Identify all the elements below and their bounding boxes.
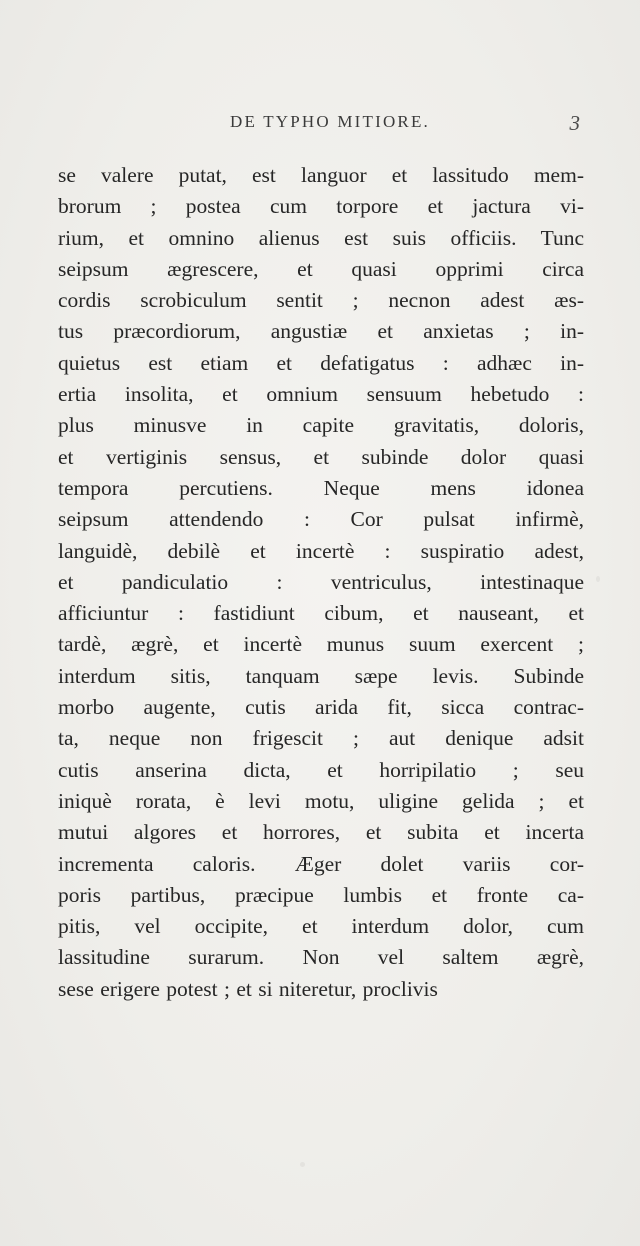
text-line: et pandiculatio : ventriculus, intestinaque xyxy=(58,569,584,594)
text-line: se valere putat, est languor et lassitudo mem- xyxy=(58,163,584,187)
text-line: seipsum attendendo : Cor pulsat infirmè, xyxy=(58,507,584,532)
text-line: lassitudine surarum. Non vel saltem ægrè, xyxy=(58,945,584,970)
text-line: pitis, vel occipite, et interdum dolor, cum xyxy=(58,914,584,939)
text-line: interdum sitis, tanquam sæpe levis. Subinde xyxy=(58,663,584,688)
text-line: poris partibus, præcipue lumbis et fronte ca- xyxy=(58,882,584,907)
text-line: tus præcordiorum, angustiæ et anxietas ; in- xyxy=(58,319,584,344)
text-line: plus minusve in capite gravitatis, doloris, xyxy=(58,413,584,438)
page-number: 3 xyxy=(569,111,580,135)
text-line: mutui algores et horrores, et subita et incerta xyxy=(58,820,584,845)
text-line: et vertiginis sensus, et subinde dolor quasi xyxy=(58,444,584,469)
text-line: rium, et omnino alienus est suis officiis. Tunc xyxy=(58,225,584,250)
text-line: cordis scrobiculum sentit ; necnon adest æs- xyxy=(58,288,584,313)
text-line: languidè, debilè et incertè : suspiratio adest, xyxy=(58,538,584,563)
text-line: tempora percutiens. Neque mens idonea xyxy=(58,475,584,500)
text-line: iniquè rorata, è levi motu, uligine gelida ; et xyxy=(58,788,584,813)
running-title: DE TYPHO MITIORE. xyxy=(230,112,430,131)
running-head xyxy=(60,112,600,142)
body-text xyxy=(58,160,584,1005)
paper-speck xyxy=(300,1162,305,1167)
text-line: afficiuntur : fastidiunt cibum, et nauseant, et xyxy=(58,601,584,626)
text-line: incrementa caloris. Æger dolet variis cor- xyxy=(58,851,584,876)
text-line: quietus est etiam et defatigatus : adhæc in- xyxy=(58,350,584,375)
text-line: morbo augente, cutis arida fit, sicca contrac- xyxy=(58,695,584,720)
text-line: ertia insolita, et omnium sensuum hebetudo : xyxy=(58,382,584,407)
text-line: seipsum ægrescere, et quasi opprimi circa xyxy=(58,256,584,281)
text-line: cutis anserina dicta, et horripilatio ; seu xyxy=(58,757,584,782)
text-line: ta, neque non frigescit ; aut denique adsit xyxy=(58,726,584,751)
paper-speck xyxy=(596,576,600,582)
text-line: tardè, ægrè, et incertè munus suum exercent ; xyxy=(58,632,584,657)
text-line: sese erigere potest ; et si niteretur, proclivis xyxy=(58,976,438,1001)
text-line: brorum ; postea cum torpore et jactura vi- xyxy=(58,194,584,219)
